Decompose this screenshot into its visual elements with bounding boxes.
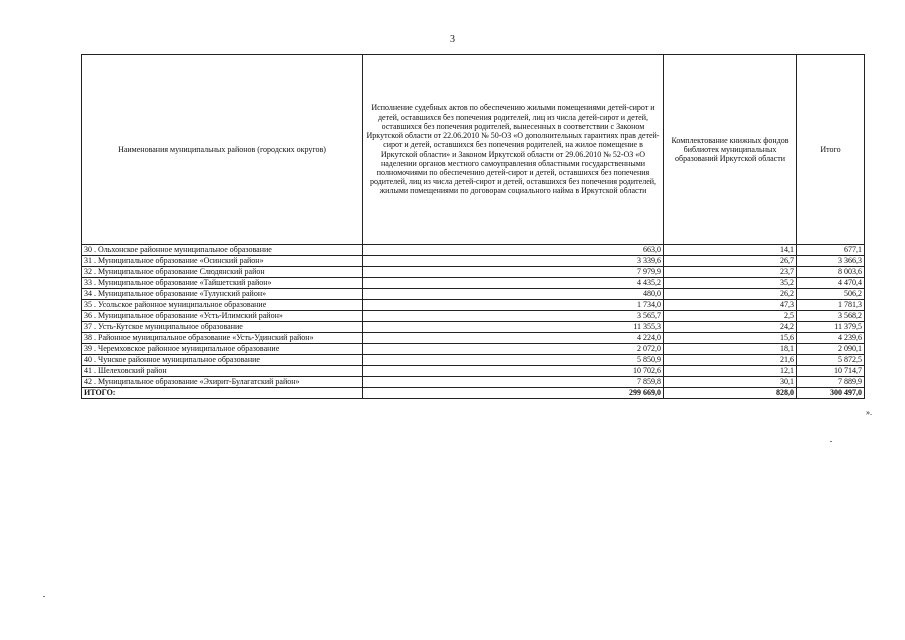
row-total: 677,1: [797, 245, 865, 256]
budget-table: [81, 54, 865, 399]
table-row: [82, 245, 865, 256]
row-library-funds: 23,7: [664, 267, 797, 278]
row-name: 31 . Муниципальное образование «Осинский район»: [82, 256, 363, 267]
table-header-row: [82, 55, 865, 245]
table-row: [82, 366, 865, 377]
row-court-acts: 663,0: [363, 245, 664, 256]
row-library-funds: 24,2: [664, 322, 797, 333]
row-court-acts: 1 734,0: [363, 300, 664, 311]
table-row: [82, 344, 865, 355]
table-row: [82, 256, 865, 267]
row-name: 35 . Усольское районное муниципальное образование: [82, 300, 363, 311]
row-court-acts: 11 355,3: [363, 322, 664, 333]
header-total: Итого: [797, 55, 865, 245]
row-library-funds: 26,7: [664, 256, 797, 267]
row-library-funds: 12,1: [664, 366, 797, 377]
row-name: 40 . Чунское районное муниципальное образование: [82, 355, 363, 366]
total-sum: 300 497,0: [797, 388, 865, 399]
header-court-acts: Исполнение судебных актов по обеспечению жилыми помещениями детей-сирот и детей, оставшихся без попечения родителей, лиц из числа детей-сирот и детей, оставшихся без попечения родителей, вынесенных в соответствии с Законом Иркутской области от 22.06.2010 № 50-ОЗ «О дополнительных гарантиях прав детей-сирот и детей, оставшихся без попечения родителей, на жилое помещение в Иркутской области» и Законом Иркутской области от 29.06.2010 № 52-ОЗ «О наделении органов местного самоуправления областными государственными полномочиями по обеспечению детей-сирот и детей, оставшихся без попечения родителей, лиц из числа детей-сирот и детей, оставшихся без попечения родителей, жилыми помещениями по договорам социального найма в Иркутской области: [363, 55, 664, 245]
row-total: 5 872,5: [797, 355, 865, 366]
row-name: 33 . Муниципальное образование «Тайшетский район»: [82, 278, 363, 289]
scan-artifact: [830, 441, 832, 442]
row-court-acts: 4 435,2: [363, 278, 664, 289]
row-total: 4 470,4: [797, 278, 865, 289]
total-court-acts: 299 669,0: [363, 388, 664, 399]
table-row: [82, 289, 865, 300]
row-court-acts: 3 565,7: [363, 311, 664, 322]
row-library-funds: 15,6: [664, 333, 797, 344]
row-court-acts: 7 859,8: [363, 377, 664, 388]
row-court-acts: 480,0: [363, 289, 664, 300]
row-court-acts: 4 224,0: [363, 333, 664, 344]
total-library-funds: 828,0: [664, 388, 797, 399]
row-library-funds: 2,5: [664, 311, 797, 322]
row-library-funds: 21,6: [664, 355, 797, 366]
row-total: 506,2: [797, 289, 865, 300]
table-row: [82, 355, 865, 366]
table-row: [82, 333, 865, 344]
row-name: 38 . Районное муниципальное образование «Усть-Удинский район»: [82, 333, 363, 344]
row-total: 3 568,2: [797, 311, 865, 322]
row-name: 41 . Шелеховский район: [82, 366, 363, 377]
row-total: 10 714,7: [797, 366, 865, 377]
row-name: 36 . Муниципальное образование «Усть-Илимский район»: [82, 311, 363, 322]
row-total: 3 366,3: [797, 256, 865, 267]
row-library-funds: 47,3: [664, 300, 797, 311]
table-row: [82, 311, 865, 322]
row-name: 32 . Муниципальное образование Слюдянский район: [82, 267, 363, 278]
row-library-funds: 35,2: [664, 278, 797, 289]
scan-artifact: [43, 596, 45, 597]
row-total: 4 239,6: [797, 333, 865, 344]
row-court-acts: 7 979,9: [363, 267, 664, 278]
row-library-funds: 26,2: [664, 289, 797, 300]
row-total: 11 379,5: [797, 322, 865, 333]
row-library-funds: 30,1: [664, 377, 797, 388]
total-row: [82, 388, 865, 399]
row-court-acts: 10 702,6: [363, 366, 664, 377]
header-library-funds: Комплектование книжных фондов библиотек муниципальных образований Иркутской области: [664, 55, 797, 245]
row-total: 7 889,9: [797, 377, 865, 388]
row-court-acts: 5 850,9: [363, 355, 664, 366]
closing-quote-mark: ».: [866, 408, 872, 417]
table-row: [82, 278, 865, 289]
page-number: 3: [450, 34, 455, 45]
row-name: 37 . Усть-Кутское муниципальное образование: [82, 322, 363, 333]
row-name: 30 . Ольхонское районное муниципальное образование: [82, 245, 363, 256]
row-total: 8 003,6: [797, 267, 865, 278]
row-name: 39 . Черемховское районное муниципальное образование: [82, 344, 363, 355]
table-row: [82, 267, 865, 278]
row-total: 1 781,3: [797, 300, 865, 311]
table-row: [82, 300, 865, 311]
total-label: ИТОГО:: [82, 388, 363, 399]
row-name: 42 . Муниципальное образование «Эхирит-Булагатский район»: [82, 377, 363, 388]
table-row: [82, 377, 865, 388]
row-total: 2 090,1: [797, 344, 865, 355]
row-library-funds: 18,1: [664, 344, 797, 355]
row-court-acts: 3 339,6: [363, 256, 664, 267]
row-library-funds: 14,1: [664, 245, 797, 256]
row-name: 34 . Муниципальное образование «Тулунский район»: [82, 289, 363, 300]
header-municipality: Наименования муниципальных районов (городских округов): [82, 55, 363, 245]
table-row: [82, 322, 865, 333]
row-court-acts: 2 072,0: [363, 344, 664, 355]
